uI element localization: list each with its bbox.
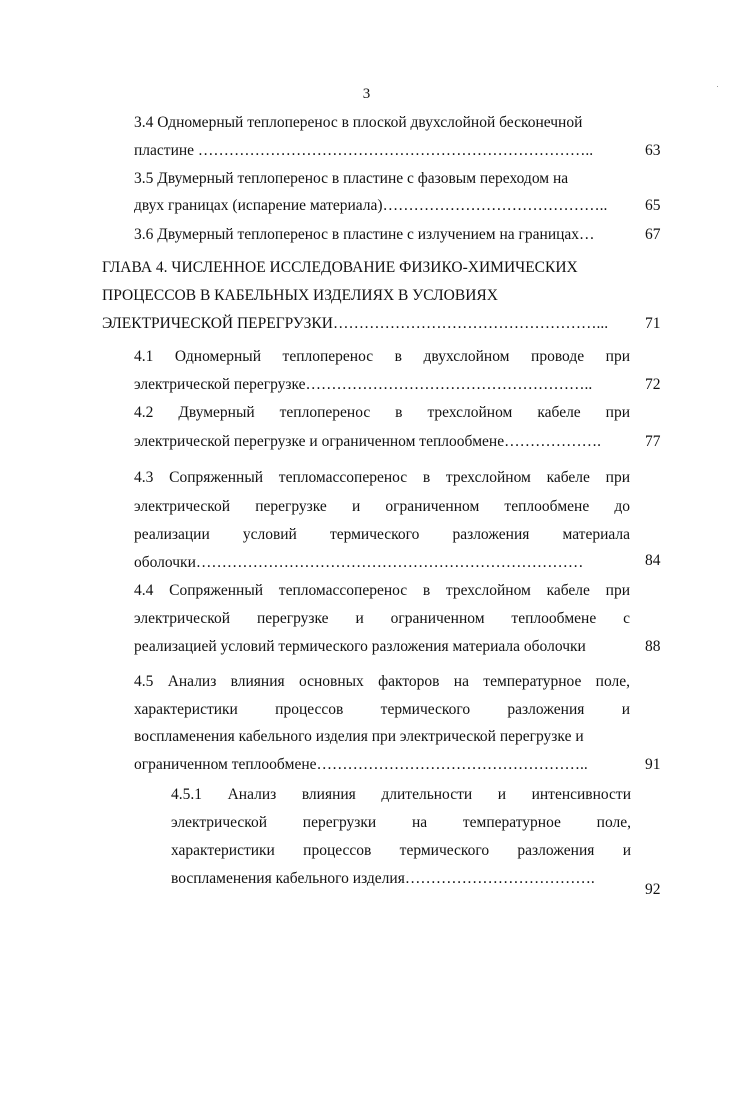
toc-4-5-line-4: ограниченном теплообмене…………………………………………….. [134, 756, 588, 773]
toc-3-5-page: 65 [645, 197, 661, 214]
toc-3-4-line-2: пластине ………………………………………………………………….. [134, 142, 594, 159]
toc-3-5-line-2: двух границах (испарение материала)…………………………………….. [134, 197, 608, 214]
toc-3-5-line-1: 3.5 Двумерный теплоперенос в пластине с фазовым переходом на [134, 170, 569, 187]
toc-4-5-1-line-3: характеристики процессов термического разложения и [171, 842, 631, 859]
toc-chapter-4-line-3: ЭЛЕКТРИЧЕСКОЙ ПЕРЕГРУЗКИ……………………………………………... [102, 315, 609, 332]
toc-4-1-line-1: 4.1 Одномерный теплоперенос в двухслойном проводе при [134, 348, 630, 365]
toc-chapter-4-page: 71 [645, 315, 661, 332]
toc-4-3-line-1: 4.3 Сопряженный тепломассоперенос в трехслойном кабеле при [134, 469, 630, 486]
toc-4-2-line-2: электрической перегрузке и ограниченном теплообмене………………. [134, 433, 601, 450]
toc-4-1-page: 72 [645, 376, 661, 393]
toc-4-3-page: 84 [645, 552, 661, 569]
toc-chapter-4-line-1: ГЛАВА 4. ЧИСЛЕННОЕ ИССЛЕДОВАНИЕ ФИЗИКО-ХИМИЧЕСКИХ [102, 259, 578, 276]
toc-4-5-1-line-2: электрической перегрузки на температурное поле, [171, 814, 631, 831]
toc-4-4-line-3: реализацией условий термического разложения материала оболочки [134, 638, 586, 655]
toc-4-5-1-page: 92 [645, 881, 661, 898]
toc-4-5-page: 91 [645, 756, 661, 773]
toc-3-4-page: 63 [645, 142, 661, 159]
toc-3-4-line-1: 3.4 Одномерный теплоперенос в плоской двухслойной бесконечной [134, 114, 583, 131]
toc-4-5-1-line-1: 4.5.1 Анализ влияния длительности и интенсивности [171, 786, 631, 803]
toc-4-2-line-1: 4.2 Двумерный теплоперенос в трехслойном кабеле при [134, 404, 630, 421]
scan-speck [717, 86, 718, 87]
toc-4-4-page: 88 [645, 638, 661, 655]
toc-4-5-1-line-4: воспламенения кабельного изделия………………………………. [171, 870, 595, 887]
page-number: 3 [362, 86, 371, 102]
toc-4-2-page: 77 [645, 433, 661, 450]
toc-3-6-page: 67 [645, 226, 661, 243]
toc-4-5-line-2: характеристики процессов термического разложения и [134, 701, 630, 718]
toc-4-4-line-2: электрической перегрузке и ограниченном теплообмене с [134, 610, 630, 627]
toc-4-5-line-3: воспламенения кабельного изделия при электрической перегрузке и [134, 728, 584, 745]
toc-4-3-line-2: электрической перегрузке и ограниченном теплообмене до [134, 498, 630, 515]
toc-chapter-4-line-2: ПРОЦЕССОВ В КАБЕЛЬНЫХ ИЗДЕЛИЯХ В УСЛОВИЯХ [102, 287, 498, 304]
toc-4-1-line-2: электрической перегрузке……………………………………………….. [134, 376, 593, 393]
toc-4-4-line-1: 4.4 Сопряженный тепломассоперенос в трехслойном кабеле при [134, 582, 630, 599]
toc-4-5-line-1: 4.5 Анализ влияния основных факторов на температурное поле, [134, 673, 630, 690]
toc-3-6-line-1: 3.6 Двумерный теплоперенос в пластине с излучением на границах… [134, 226, 595, 243]
toc-4-3-line-3: реализации условий термического разложения материала [134, 526, 630, 543]
toc-4-3-line-4: оболочки………………………………………………………………… [134, 554, 584, 571]
